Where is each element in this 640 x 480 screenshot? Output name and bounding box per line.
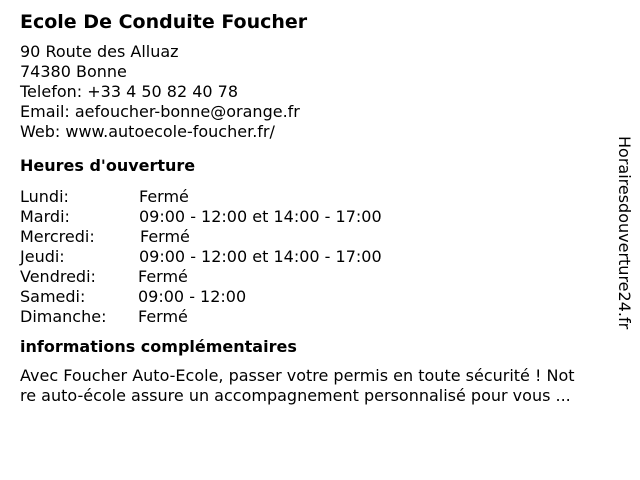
- hours-row-monday: [20, 187, 610, 207]
- description-line: re auto-école assure un accompagnement personnalisé pour vous ...: [20, 386, 571, 405]
- business-name: Ecole De Conduite Foucher: [20, 11, 308, 33]
- day-label: Mercredi:: [20, 227, 95, 246]
- hours-row-wednesday: [20, 227, 610, 247]
- hours-row-friday: [20, 267, 610, 287]
- site-brand-vertical: [612, 136, 634, 342]
- city-postcode: 74380 Bonne: [20, 62, 127, 81]
- street-address: 90 Route des Alluaz: [20, 42, 179, 61]
- day-label: Mardi:: [20, 207, 70, 226]
- day-hours: Fermé: [140, 227, 190, 246]
- day-hours: Fermé: [139, 187, 189, 206]
- day-hours: 09:00 - 12:00 et 14:00 - 17:00: [139, 207, 382, 226]
- day-label: Lundi:: [20, 187, 69, 206]
- web-line: Web: www.autoecole-foucher.fr/: [20, 122, 275, 141]
- day-label: Dimanche:: [20, 307, 107, 326]
- contact-block: [20, 42, 610, 142]
- opening-hours-table: [20, 187, 610, 327]
- hours-row-saturday: [20, 287, 610, 307]
- opening-hours-heading: Heures d'ouverture: [20, 156, 196, 175]
- phone-line: Telefon: +33 4 50 82 40 78: [20, 82, 239, 101]
- business-info-card: [20, 10, 610, 406]
- email-line: Email: aefoucher-bonne@orange.fr: [20, 102, 300, 121]
- description-line: Avec Foucher Auto-Ecole, passer votre permis en toute sécurité ! Not: [20, 366, 575, 385]
- day-hours: Fermé: [138, 307, 188, 326]
- additional-info-heading: informations complémentaires: [20, 337, 297, 356]
- day-hours: Fermé: [138, 267, 188, 286]
- day-hours: 09:00 - 12:00: [138, 287, 247, 306]
- day-hours: 09:00 - 12:00 et 14:00 - 17:00: [139, 247, 382, 266]
- site-brand-text: Horairesdouverture24.fr: [615, 136, 634, 330]
- hours-row-thursday: [20, 247, 610, 267]
- day-label: Samedi:: [20, 287, 86, 306]
- description-text: [20, 366, 610, 406]
- hours-row-tuesday: [20, 207, 610, 227]
- day-label: Jeudi:: [20, 247, 65, 266]
- hours-row-sunday: [20, 307, 610, 327]
- day-label: Vendredi:: [20, 267, 96, 286]
